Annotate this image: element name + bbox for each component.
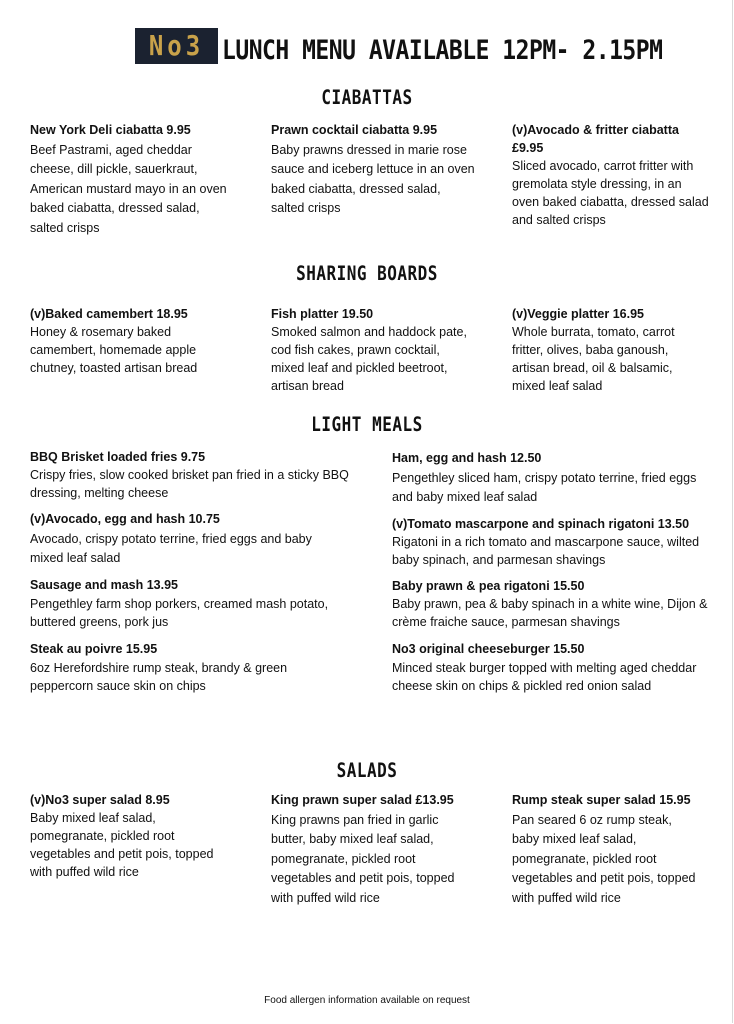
- menu-item: [392, 449, 702, 508]
- menu-item: [271, 305, 471, 395]
- section-heading-salads: SALADS: [336, 759, 398, 782]
- menu-item: [30, 576, 330, 632]
- section-heading-ciabattas: CIABATTAS: [321, 86, 413, 109]
- menu-item-name: Prawn cocktail ciabatta 9.95: [271, 123, 438, 137]
- menu-item-description: 6oz Herefordshire rump steak, brandy & green peppercorn sauce skin on chips: [30, 660, 288, 693]
- menu-item: [512, 791, 702, 909]
- menu-item-description: Crispy fries, slow cooked brisket pan fried in a sticky BBQ dressing, melting cheese: [30, 468, 349, 500]
- menu-item-name: New York Deli ciabatta 9.95: [30, 123, 191, 137]
- menu-item-name: Fish platter 19.50: [271, 307, 374, 321]
- menu-item: [30, 510, 340, 569]
- menu-item-name: (v)Avocado, egg and hash 10.75: [30, 512, 220, 526]
- menu-title: LUNCH MENU AVAILABLE 12PM- 2.15PM: [222, 36, 663, 66]
- menu-item: [30, 121, 230, 238]
- menu-item: [271, 791, 461, 909]
- menu-item-name: King prawn super salad £13.95: [271, 793, 454, 807]
- menu-item-name: Steak au poivre 15.95: [30, 642, 158, 656]
- menu-item-name: (v)Baked camembert 18.95: [30, 307, 188, 321]
- menu-item: [392, 640, 702, 696]
- logo-text: No3: [148, 29, 205, 63]
- menu-item-name: (v)No3 super salad 8.95: [30, 793, 170, 807]
- menu-item-description: Baby prawns dressed in marie rose sauce and iceberg lettuce in an oven baked ciabatta, dressed salad, salted crisps: [271, 142, 475, 215]
- menu-item-name: Baby prawn & pea rigatoni 15.50: [392, 579, 585, 593]
- menu-item-name: BBQ Brisket loaded fries 9.75: [30, 450, 206, 464]
- menu-item-name: Ham, egg and hash 12.50: [392, 451, 542, 465]
- menu-item: [30, 640, 330, 696]
- menu-item: [30, 305, 230, 377]
- menu-item-description: Baby prawn, pea & baby spinach in a white wine, Dijon & crème fraiche sauce, parmesan shavings: [392, 597, 708, 629]
- menu-item-description: Sliced avocado, carrot fritter with gremolata style dressing, in an oven baked ciabatta, dressed salad and salted crisps: [512, 159, 709, 227]
- menu-item: [30, 791, 220, 881]
- menu-item-description: Baby mixed leaf salad, pomegranate, pickled root vegetables and petit pois, topped with puffed wild rice: [30, 811, 214, 879]
- allergen-note: Food allergen information available on request: [264, 995, 470, 1006]
- menu-item-name: Rump steak super salad 15.95: [512, 793, 691, 807]
- menu-item-description: Smoked salmon and haddock pate, cod fish cakes, prawn cocktail, mixed leaf and pickled beetroot, artisan bread: [271, 325, 467, 393]
- menu-item-description: Minced steak burger topped with melting aged cheddar cheese skin on chips & pickled red onion salad: [392, 660, 697, 693]
- menu-item-description: Avocado, crispy potato terrine, fried eggs and baby mixed leaf salad: [30, 531, 312, 565]
- menu-item-name: (v)Veggie platter 16.95: [512, 307, 645, 321]
- menu-item-description: Pengethley sliced ham, crispy potato terrine, fried eggs and baby mixed leaf salad: [392, 470, 697, 504]
- menu-item-name: No3 original cheeseburger 15.50: [392, 642, 585, 656]
- menu-item-description: Honey & rosemary baked camembert, homemade apple chutney, toasted artisan bread: [30, 325, 198, 375]
- menu-item-description: Pan seared 6 oz rump steak, baby mixed leaf salad, pomegranate, pickled root vegetables and petit pois, topped with puffed wild rice: [512, 812, 696, 905]
- menu-item-description: Beef Pastrami, aged cheddar cheese, dill pickle, sauerkraut, American mustard mayo in an oven baked ciabatta, dressed salad, salted crisps: [30, 142, 227, 235]
- menu-item-description: Pengethley farm shop porkers, creamed mash potato, buttered greens, pork jus: [30, 596, 329, 629]
- menu-item: [392, 515, 712, 569]
- menu-item-description: King prawns pan fried in garlic butter, baby mixed leaf salad, pomegranate, pickled root vegetables and petit pois, topped with puffed wild rice: [271, 812, 455, 905]
- menu-item-name: (v)Avocado & fritter ciabatta £9.95: [512, 123, 679, 155]
- menu-item: [271, 121, 476, 219]
- menu-item: [512, 121, 712, 229]
- section-heading-sharing-boards: SHARING BOARDS: [296, 262, 438, 285]
- logo: [135, 28, 218, 64]
- menu-item: [30, 448, 355, 502]
- menu-item-description: Whole burrata, tomato, carrot fritter, olives, baba ganoush, artisan bread, oil & balsamic, mixed leaf salad: [512, 325, 675, 393]
- menu-item-name: Sausage and mash 13.95: [30, 578, 178, 592]
- menu-item: [392, 577, 712, 631]
- menu-item-description: Rigatoni in a rich tomato and mascarpone sauce, wilted baby spinach, and parmesan shavings: [392, 535, 700, 567]
- menu-item: [512, 305, 702, 395]
- menu-item-name: (v)Tomato mascarpone and spinach rigatoni 13.50: [392, 517, 690, 531]
- section-heading-light-meals: LIGHT MEALS: [311, 413, 423, 436]
